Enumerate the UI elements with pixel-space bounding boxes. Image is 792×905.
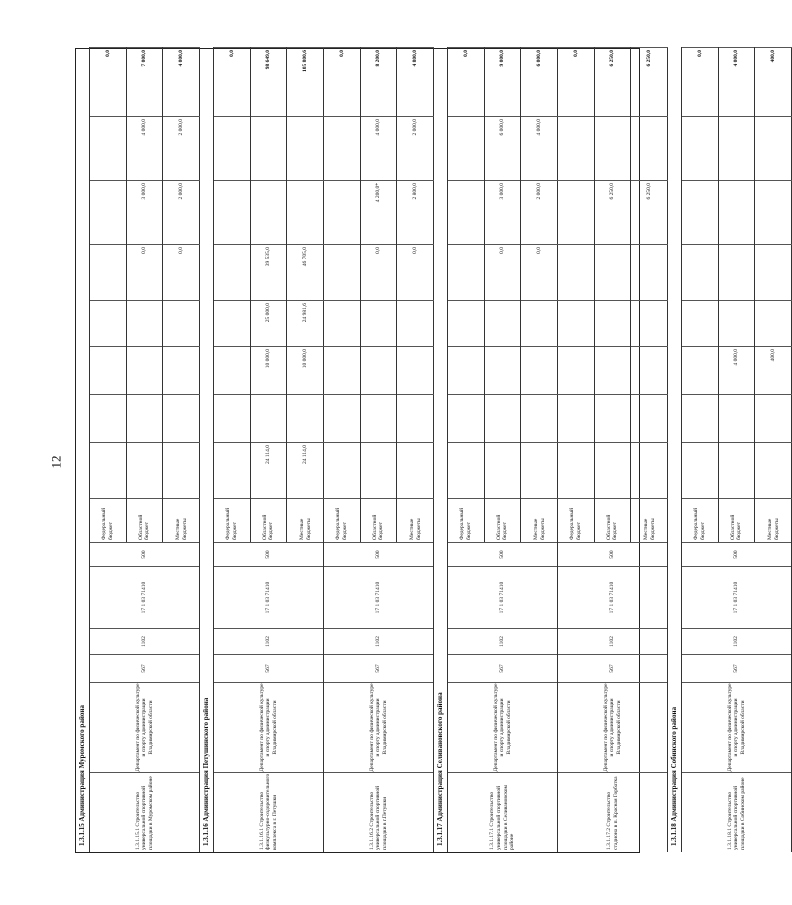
funding-source-row: [448, 47, 485, 542]
amount-value: 25 000,0: [251, 300, 287, 346]
amount-value: [214, 180, 250, 244]
total-value: 6 000,0: [521, 47, 558, 116]
funding-source: Областной бюджет: [127, 498, 163, 542]
cell-dept: Департамент по физической культуре и спорту администрации Владимирской области: [90, 682, 199, 772]
amount-value: 39 535,0: [251, 244, 287, 300]
cell-grbs: 567: [558, 654, 667, 682]
amount-value: 24 981,6: [287, 300, 324, 346]
amount-value: [397, 394, 434, 442]
cell-dept: Департамент по физической культуре и спорту администрации Владимирской области: [324, 682, 433, 772]
funding-source: Областной бюджет: [251, 498, 287, 542]
funding-source-row: [595, 47, 632, 542]
amount-value: [90, 180, 126, 244]
amount-value: [214, 346, 250, 394]
amount-value: [558, 442, 594, 498]
amount-value: [631, 394, 668, 442]
amount-value: 0,0: [397, 244, 434, 300]
cell-vr: 500: [448, 542, 557, 566]
amount-value: [163, 300, 200, 346]
funding-source: Федеральный бюджет: [324, 498, 360, 542]
cell-rz: 1102: [324, 628, 433, 654]
amount-value: [251, 180, 287, 244]
amount-value: [90, 116, 126, 180]
total-value: 6 250,0: [631, 47, 668, 116]
cell-code: 1.3.1.18.1 Строительство универсальной спортивной площадки в Собинском районе: [682, 772, 791, 852]
funding-source-row: [755, 47, 792, 542]
amount-value: [682, 346, 718, 394]
amount-value: [287, 180, 324, 244]
cell-csr: 17 1 03 71410: [324, 566, 433, 628]
amount-value: [90, 394, 126, 442]
amount-value: [324, 180, 360, 244]
amount-value: [719, 300, 755, 346]
page-number: 12: [48, 455, 64, 469]
amount-value: [719, 442, 755, 498]
amount-value: [755, 180, 792, 244]
amount-value: 10 000,0: [287, 346, 324, 394]
amount-value: [90, 346, 126, 394]
amount-value: [631, 244, 668, 300]
cell-grbs: 567: [324, 654, 433, 682]
cell-vr: 500: [324, 542, 433, 566]
table-row: [682, 47, 792, 852]
amount-value: [485, 300, 521, 346]
funding-source: Местные бюджеты: [755, 498, 792, 542]
amount-value: 2 000,0: [163, 116, 200, 180]
cell-code: 1.3.1.17.2 Строительство стадиона в п. Красная Горбатка: [558, 772, 667, 852]
amount-value: [755, 300, 792, 346]
funding-source-row: [631, 47, 668, 542]
cell-csr: 17 1 03 71410: [448, 566, 557, 628]
cell-csr: 17 1 03 71410: [558, 566, 667, 628]
amount-value: 10 000,0: [251, 346, 287, 394]
amount-value: [719, 394, 755, 442]
table-row: [214, 47, 324, 852]
amount-value: [214, 116, 250, 180]
amount-value: 46 705,0: [287, 244, 324, 300]
amount-value: [324, 300, 360, 346]
amount-value: 6 000,0: [485, 116, 521, 180]
amount-value: 2 000,0: [521, 180, 558, 244]
funding-source: Федеральный бюджет: [558, 498, 594, 542]
cell-vr: 500: [90, 542, 199, 566]
funding-source-row: [324, 47, 361, 542]
amount-value: [90, 300, 126, 346]
cell-grbs: 567: [448, 654, 557, 682]
amount-value: [719, 180, 755, 244]
amount-value: [558, 394, 594, 442]
amount-value: [90, 442, 126, 498]
total-value: 4 800,0: [397, 47, 434, 116]
amount-value: 24 114,0: [287, 442, 324, 498]
funding-source-row: [251, 47, 288, 542]
amount-value: [127, 346, 163, 394]
amount-value: [361, 442, 397, 498]
amount-value: [631, 300, 668, 346]
amount-value: [324, 116, 360, 180]
amount-value: [521, 300, 558, 346]
cell-code: 1.3.1.16.1 Строительство физкультурно-оздоровительного комплекса в г. Петушки: [214, 772, 323, 852]
amount-value: [163, 394, 200, 442]
funding-source: Местные бюджеты: [631, 498, 668, 542]
amount-value: [595, 300, 631, 346]
cell-rz: 1102: [558, 628, 667, 654]
funding-source-row: [90, 47, 127, 542]
amount-value: [755, 442, 792, 498]
amount-value: 6 250,0: [595, 180, 631, 244]
amount-value: 2 000,0: [163, 180, 200, 244]
amount-value: [214, 442, 250, 498]
amount-value: [90, 244, 126, 300]
total-value: 7 000,0: [127, 47, 163, 116]
amount-value: [397, 300, 434, 346]
amount-value: 0,0: [521, 244, 558, 300]
amount-value: [214, 300, 250, 346]
amount-value: [448, 442, 484, 498]
amount-value: [682, 394, 718, 442]
amount-value: [361, 346, 397, 394]
amount-value: [595, 442, 631, 498]
total-value: 0,0: [90, 47, 126, 116]
funding-source-row: [287, 47, 324, 542]
total-value: 9 000,0: [485, 47, 521, 116]
amount-value: [287, 116, 324, 180]
amount-value: [485, 394, 521, 442]
section-header: 1.3.1.17 Администрация Селивановского района: [434, 47, 448, 852]
amount-value: [163, 346, 200, 394]
cell-grbs: 567: [682, 654, 791, 682]
amount-value: 2 800,0: [397, 180, 434, 244]
amount-value: [448, 300, 484, 346]
amount-value: [287, 394, 324, 442]
total-value: 400,0: [755, 47, 792, 116]
funding-source: Федеральный бюджет: [448, 498, 484, 542]
funding-source: Местные бюджеты: [287, 498, 324, 542]
amount-value: [631, 442, 668, 498]
amount-value: [127, 300, 163, 346]
amount-value: [595, 116, 631, 180]
funding-source-row: [127, 47, 164, 542]
amount-value: [485, 442, 521, 498]
total-value: 0,0: [324, 47, 360, 116]
amount-value: [521, 442, 558, 498]
amount-value: [251, 116, 287, 180]
section-header: 1.3.1.18 Администрация Собинского района: [668, 47, 682, 852]
funding-source-row: [682, 47, 719, 542]
amount-value: 0,0: [485, 244, 521, 300]
total-value: 8 200,0: [361, 47, 397, 116]
table-row: [90, 47, 200, 852]
amount-value: [558, 180, 594, 244]
section-header: 1.3.1.15 Администрация Муромского района: [76, 47, 90, 852]
amount-value: [595, 394, 631, 442]
amount-value: [324, 346, 360, 394]
amount-value: [682, 116, 718, 180]
amount-value: [324, 394, 360, 442]
funding-source: Федеральный бюджет: [90, 498, 126, 542]
amount-value: 3 000,0: [485, 180, 521, 244]
cell-code: 1.3.1.17.1 Строительство универсальной спортивной площадки в Селивановском районе: [448, 772, 557, 852]
amount-value: [595, 244, 631, 300]
table-row: [324, 47, 434, 852]
amount-value: 3 000,0: [127, 180, 163, 244]
amount-value: [448, 394, 484, 442]
amount-value: [682, 244, 718, 300]
cell-csr: 17 1 03 71410: [682, 566, 791, 628]
amount-value: [631, 346, 668, 394]
amount-value: 4 000,0: [127, 116, 163, 180]
amount-value: 6 250,0: [631, 180, 668, 244]
amount-value: [682, 300, 718, 346]
amount-value: [485, 346, 521, 394]
cell-csr: 17 1 03 71410: [90, 566, 199, 628]
amount-value: [682, 180, 718, 244]
amount-value: [558, 300, 594, 346]
funding-source-row: [485, 47, 522, 542]
total-value: 6 250,0: [595, 47, 631, 116]
cell-vr: 500: [214, 542, 323, 566]
amount-value: 400,0: [755, 346, 792, 394]
cell-dept: Департамент по физической культуре и спорту администрации Владимирской области: [448, 682, 557, 772]
amount-value: [595, 346, 631, 394]
amount-value: [163, 442, 200, 498]
cell-vr: 500: [682, 542, 791, 566]
total-value: 0,0: [682, 47, 718, 116]
funding-source-row: [521, 47, 558, 542]
table-row: [558, 47, 668, 852]
amount-value: [558, 116, 594, 180]
cell-dept: Департамент по физической культуре и спорту администрации Владимирской области: [214, 682, 323, 772]
amount-value: [361, 300, 397, 346]
cell-code: 1.3.1.15.1 Строительство универсальной спортивной площадки в Муромском районе: [90, 772, 199, 852]
total-value: 105 800,6: [287, 47, 324, 116]
amount-value: [631, 116, 668, 180]
amount-value: [324, 244, 360, 300]
funding-source: Федеральный бюджет: [682, 498, 718, 542]
amount-value: 0,0: [127, 244, 163, 300]
amount-value: [755, 244, 792, 300]
section-header: 1.3.1.16 Администрация Петушинского района: [200, 47, 214, 852]
total-value: 0,0: [448, 47, 484, 116]
cell-dept: Департамент по физической культуре и спорту администрации Владимирской области: [558, 682, 667, 772]
amount-value: [521, 346, 558, 394]
amount-value: [448, 346, 484, 394]
amount-value: [361, 394, 397, 442]
amount-value: [521, 394, 558, 442]
cell-grbs: 567: [90, 654, 199, 682]
funding-source: Местные бюджеты: [397, 498, 434, 542]
amount-value: 0,0: [163, 244, 200, 300]
funding-source: Областной бюджет: [719, 498, 755, 542]
amount-value: [558, 244, 594, 300]
funding-source: Областной бюджет: [595, 498, 631, 542]
funding-source-row: [163, 47, 200, 542]
cell-code: 1.3.1.16.2 Строительство универсальной спортивной площадки в г.Петушки: [324, 772, 433, 852]
funding-source-row: [719, 47, 756, 542]
budget-table: [75, 48, 780, 853]
cell-rz: 1102: [90, 628, 199, 654]
amount-value: [251, 394, 287, 442]
amount-value: [214, 244, 250, 300]
amount-value: [558, 346, 594, 394]
amount-value: 24 114,0: [251, 442, 287, 498]
amount-value: [397, 346, 434, 394]
cell-csr: 17 1 03 71410: [214, 566, 323, 628]
total-value: 98 649,0: [251, 47, 287, 116]
total-value: 4 000,0: [719, 47, 755, 116]
amount-value: [397, 442, 434, 498]
amount-value: 4 000,0: [719, 346, 755, 394]
amount-value: [127, 394, 163, 442]
cell-dept: Департамент по физической культуре и спорту администрации Владимирской области: [682, 682, 791, 772]
amount-value: [719, 116, 755, 180]
amount-value: [214, 394, 250, 442]
amount-value: 0,0: [361, 244, 397, 300]
funding-source: Федеральный бюджет: [214, 498, 250, 542]
table-row: [448, 47, 558, 852]
funding-source: Областной бюджет: [361, 498, 397, 542]
cell-rz: 1102: [214, 628, 323, 654]
amount-value: [755, 394, 792, 442]
amount-value: [448, 180, 484, 244]
amount-value: [324, 442, 360, 498]
funding-source-row: [397, 47, 434, 542]
funding-source: Местные бюджеты: [521, 498, 558, 542]
total-value: 0,0: [214, 47, 250, 116]
amount-value: 4 200,0*: [361, 180, 397, 244]
amount-value: [127, 442, 163, 498]
total-value: 0,0: [558, 47, 594, 116]
amount-value: [448, 244, 484, 300]
cell-rz: 1102: [682, 628, 791, 654]
amount-value: [755, 116, 792, 180]
amount-value: [682, 442, 718, 498]
funding-source: Областной бюджет: [485, 498, 521, 542]
funding-source-row: [558, 47, 595, 542]
funding-source-row: [214, 47, 251, 542]
amount-value: [448, 116, 484, 180]
funding-source: Местные бюджеты: [163, 498, 200, 542]
funding-source-row: [361, 47, 398, 542]
amount-value: 4 000,0: [361, 116, 397, 180]
amount-value: [719, 244, 755, 300]
cell-grbs: 567: [214, 654, 323, 682]
total-value: 4 000,0: [163, 47, 200, 116]
amount-value: 2 000,0: [397, 116, 434, 180]
cell-vr: 500: [558, 542, 667, 566]
amount-value: 4 000,0: [521, 116, 558, 180]
cell-rz: 1102: [448, 628, 557, 654]
